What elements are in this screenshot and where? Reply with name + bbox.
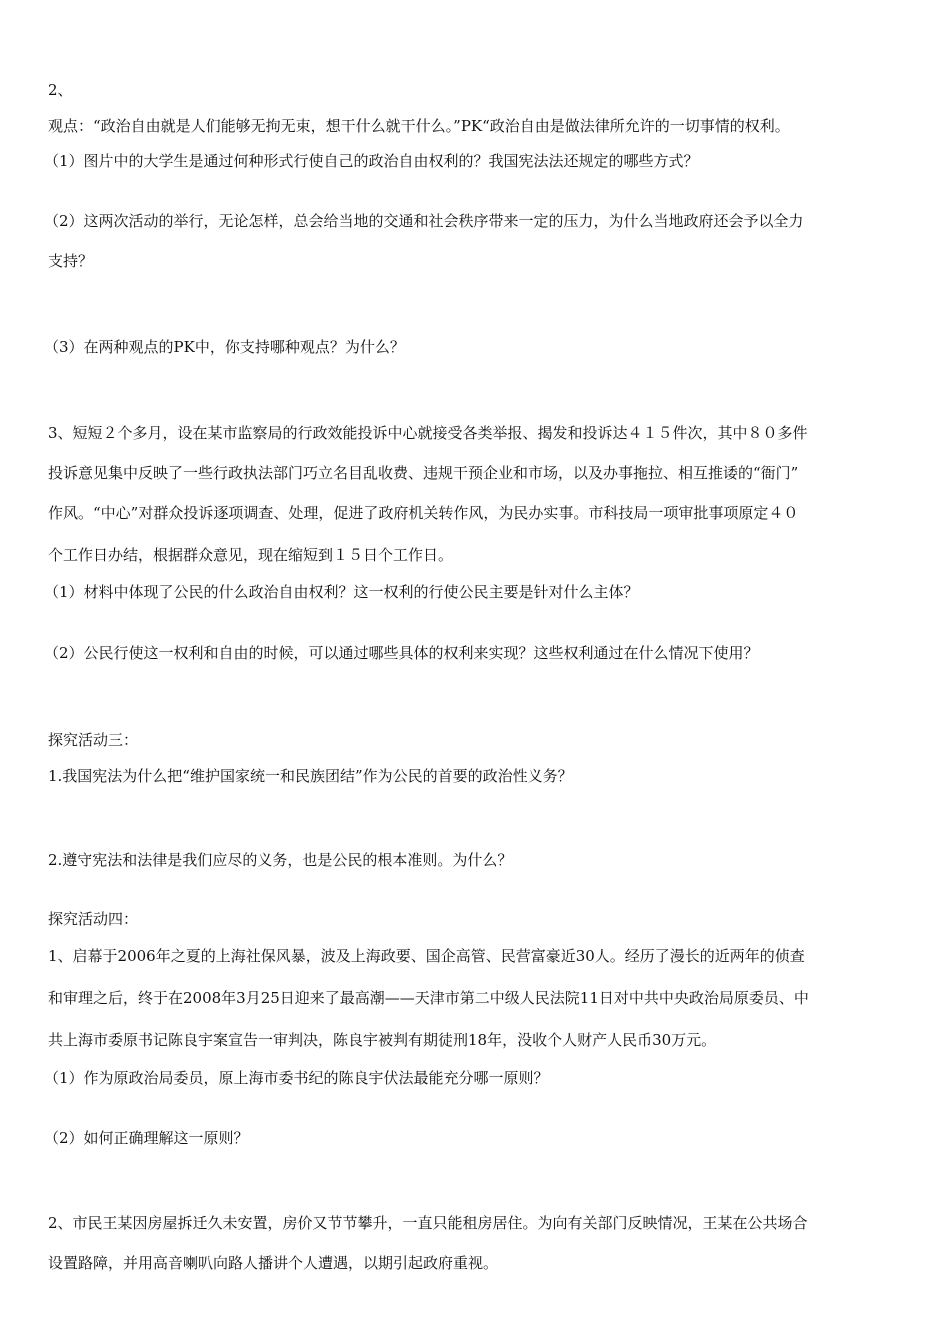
activity-4-item-2-line-2: 设置路障，并用高音喇叭向路人播讲个人遭遇，以期引起政府重视。	[48, 1254, 499, 1272]
item-3-material-line-4: 个工作日办结，根据群众意见，现在缩短到１５日个工作日。	[48, 546, 454, 564]
question-3-2: （2）公民行使这一权利和自由的时候，可以通过哪些具体的权利来实现？这些权利通过在什么情况下使用？	[44, 644, 759, 662]
activity-4-heading: 探究活动四：	[48, 910, 139, 928]
item-3-material-line-3: 作风。“中心”对群众投诉逐项调查、处理，促进了政府机关转作风，为民办实事。市科技局一项审批事项原定４０	[48, 504, 799, 522]
activity-3-question-2: 2.遵守宪法和法律是我们应尽的义务，也是公民的根本准则。为什么？	[48, 851, 513, 869]
question-2-2-cont: 支持？	[48, 252, 94, 270]
question-4-1-2: （2）如何正确理解这一原则？	[44, 1129, 249, 1147]
activity-3-heading: 探究活动三：	[48, 731, 139, 749]
viewpoints-line: 观点：“政治自由就是人们能够无拘无束，想干什么就干什么。”PK“政治自由是做法律所允许的一切事情的权利。	[48, 117, 790, 135]
question-2-1: （1）图片中的大学生是通过何种形式行使自己的政治自由权利的？我国宪法法还规定的哪些方式？	[44, 152, 699, 170]
activity-4-material-line-2: 和审理之后，终于在2008年3月25日迎来了最高潮——天津市第二中级人民法院11日对中共中央政治局原委员、中	[48, 989, 809, 1007]
item-2-heading: 2、	[48, 81, 73, 99]
question-3-1: （1）材料中体现了公民的什么政治自由权利？这一权利的行使公民主要是针对什么主体？	[44, 583, 639, 601]
item-3-material-line-1: 3、短短２个多月，设在某市监察局的行政效能投诉中心就接受各类举报、揭发和投诉达４１５件次，其中８０多件	[48, 424, 808, 442]
item-3-material-line-2: 投诉意见集中反映了一些行政执法部门巧立名目乱收费、违规干预企业和市场，以及办事拖拉、相互推诿的“衙门”	[48, 464, 799, 482]
question-2-3: （3）在两种观点的PK中，你支持哪种观点？为什么？	[44, 338, 405, 356]
activity-4-material-line-3: 共上海市委原书记陈良宇案宣告一审判决，陈良宇被判有期徒刑18年，没收个人财产人民币30万元。	[48, 1031, 717, 1049]
activity-3-question-1: 1.我国宪法为什么把“维护国家统一和民族团结”作为公民的首要的政治性义务？	[48, 767, 573, 785]
question-4-1-1: （1）作为原政治局委员，原上海市委书纪的陈良宇伏法最能充分哪一原则？	[44, 1069, 549, 1087]
question-2-2: （2）这两次活动的举行，无论怎样，总会给当地的交通和社会秩序带来一定的压力，为什么当地政府还会予以全力	[44, 212, 804, 230]
activity-4-item-2-line-1: 2、市民王某因房屋拆迁久未安置，房价又节节攀升，一直只能租房居住。为向有关部门反映情况，王某在公共场合	[48, 1214, 808, 1232]
activity-4-material-line-1: 1、启幕于2006年之夏的上海社保风暴，波及上海政要、国企高管、民营富豪近30人。经历了漫长的近两年的侦查	[48, 947, 805, 965]
